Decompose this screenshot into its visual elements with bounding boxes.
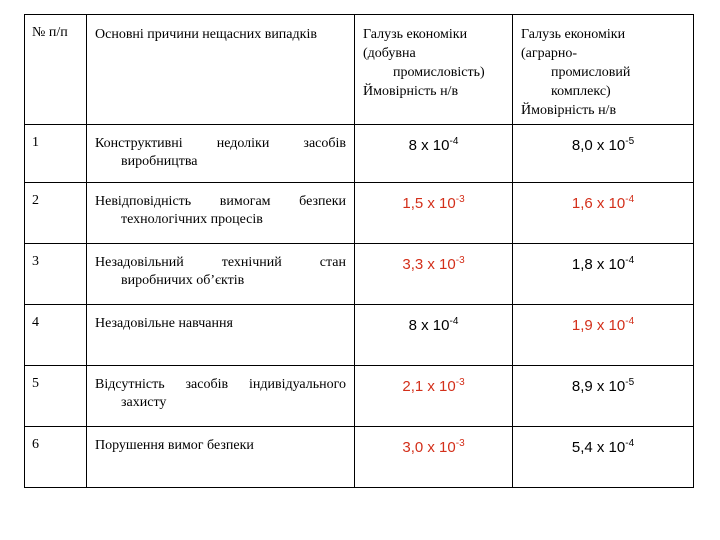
agro-probability: 1,6 х $10^{-4}$ [571,194,635,212]
header-cause [87,15,355,125]
cause-line-1: Невідповідність вимогам безпеки [95,194,346,209]
header-agro-line-4: комплекс) [551,84,611,99]
cause-line-2: виробництва [121,154,198,169]
row-number: 3 [32,254,39,269]
row-number: 2 [32,193,39,208]
table-row [25,305,694,366]
agro-probability: 8,0 х $10^{-5}$ [571,136,635,154]
agro-probability: 5,4 х $10^{-4}$ [571,438,635,456]
header-mining-line-2: (добувна [363,46,416,61]
mining-probability: 3,3 х $10^{-3}$ [402,255,465,273]
row-number: 6 [32,437,39,452]
header-mining-line-1: Галузь економіки [363,27,468,42]
header-agro-line-2: (аграрно- [521,46,577,61]
row-number: 4 [32,315,39,330]
agro-probability: 1,8 х $10^{-4}$ [571,255,635,273]
header-num [25,15,87,125]
header-num-text: № п/п [32,25,68,40]
row-number: 5 [32,376,39,391]
mining-probability: 3,0 х $10^{-3}$ [402,438,465,456]
table-row [25,125,694,183]
agro-probability: 8,9 х $10^{-5}$ [571,377,635,395]
header-agro [513,15,694,125]
accident-probability-table [24,14,694,488]
table-row [25,183,694,244]
header-mining [355,15,513,125]
cause-line-1: Незадовільний технічний стан [95,255,346,270]
cause-line-2: технологічних процесів [121,212,263,227]
table-row [25,366,694,427]
cause-line-1: Конструктивні недоліки засобів [95,136,346,151]
header-cause-text: Основні причини нещасних випадків [95,27,317,42]
mining-probability: 2,1 х $10^{-3}$ [402,377,465,395]
header-mining-line-3: промисловість) [393,65,485,80]
mining-probability: 8 х $10^{-4}$ [408,316,459,334]
table-row [25,244,694,305]
agro-probability: 1,9 х $10^{-4}$ [571,316,635,334]
header-agro-line-5: Ймовірність н/в [521,103,617,118]
row-number: 1 [32,135,39,150]
cause-line-2: захисту [121,395,167,410]
header-row [25,15,694,125]
header-agro-line-1: Галузь економіки [521,27,626,42]
mining-probability: 8 х $10^{-4}$ [408,136,459,154]
cause-line-1: Порушення вимог безпеки [95,438,254,453]
cause-line-2: виробничих об’єктів [121,273,245,288]
cause-line-1: Відсутність засобів індивідуального [95,377,346,392]
mining-probability: 1,5 х $10^{-3}$ [402,194,465,212]
table-row [25,427,694,488]
cause-line-1: Незадовільне навчання [95,316,233,331]
header-agro-line-3: промисловий [551,65,631,80]
header-mining-line-4: Ймовірність н/в [363,84,459,99]
